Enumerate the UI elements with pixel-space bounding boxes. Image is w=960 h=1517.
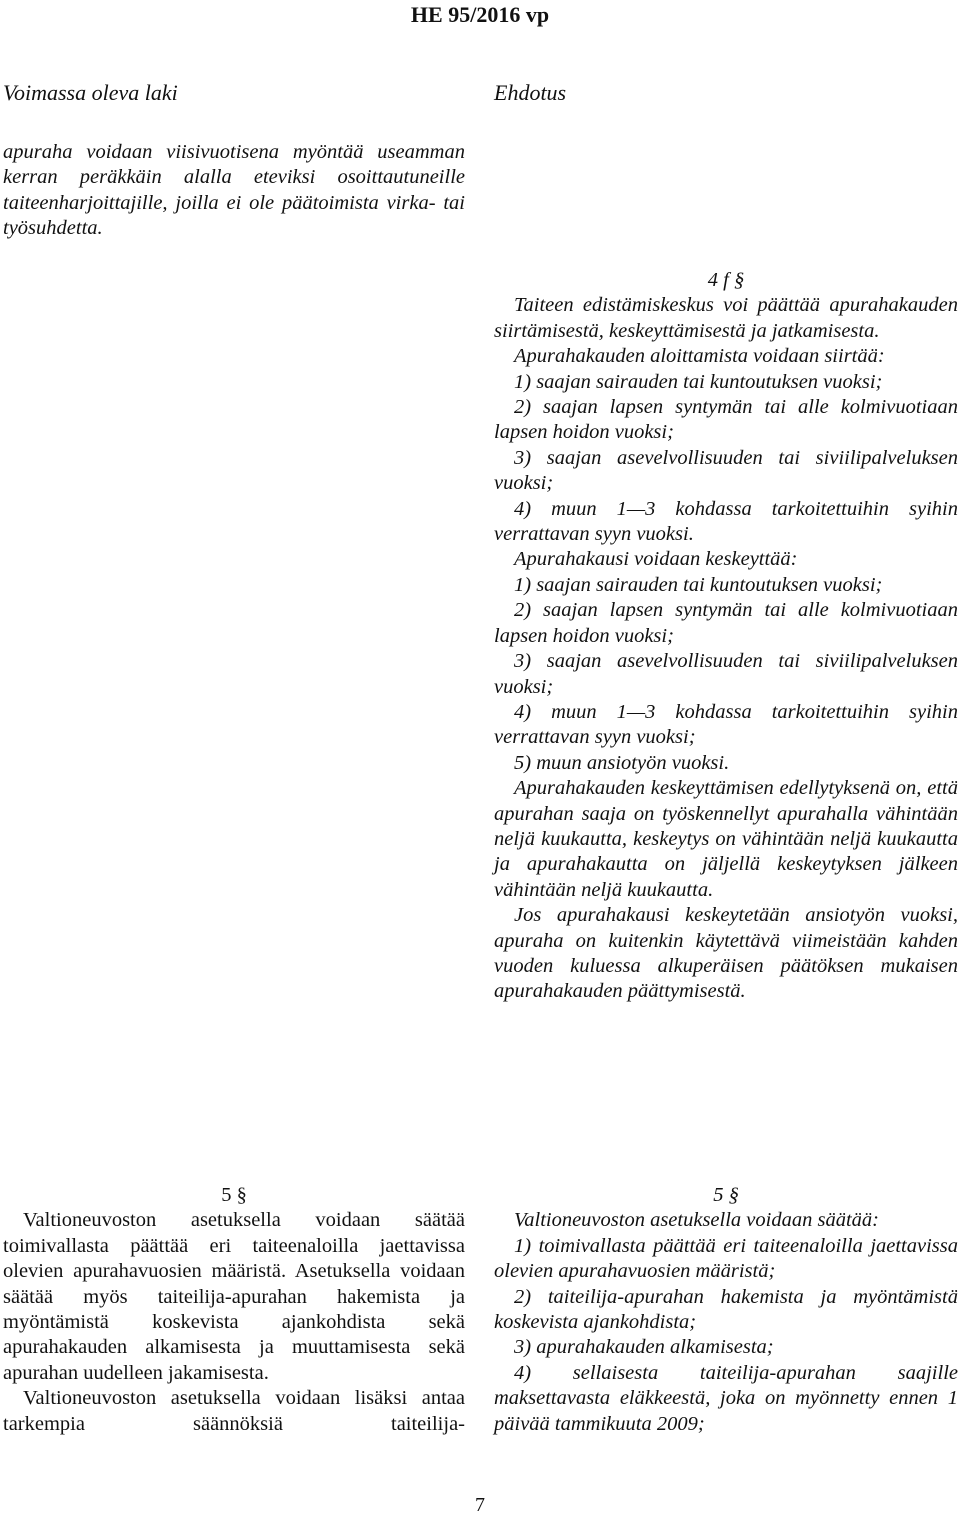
document-header: HE 95/2016 vp	[410, 2, 550, 27]
section-4f-paragraph-5: Jos apurahakausi keskeytetään ansiotyön vuoksi, apuraha on kuitenkin käytettävä viimeistään kahden vuoden kuluessa alkuperäisen päätöksen mukaisen apurahakauden päättymisestä.	[494, 904, 958, 1003]
left-intro-paragraph: apuraha voidaan viisivuotisena myöntää useamman kerran peräkkäin alalla eteviksi osoittautuneille taiteenharjoittajille, joilla ei ole päätoimista virka- tai työsuhdetta.	[3, 141, 465, 240]
section-4f-paragraph-4: Apurahakauden keskeyttämisen edellytyksenä on, että apurahan saaja on työskennellyt apurahalla vähintään neljä kuukautta, keskeytys on vähintään neljä kuukautta ja apurahakautta on jäljellä keskeytyksen jälkeen vähintään neljä kuukautta.	[494, 777, 958, 901]
left-section-5-heading: 5 §	[221, 1184, 247, 1206]
list-c-item: 3) apurahakauden alkamisesta;	[514, 1336, 774, 1359]
list-c-item: 2) taiteilija-apurahan hakemista ja myöntämistä koskevista ajankohdista;	[494, 1285, 958, 1334]
section-4f-heading: 4 f §	[707, 269, 745, 291]
list-a-item: 4) muun 1—3 kohdassa tarkoitettuihin syihin verrattavan syyn vuoksi.	[494, 497, 958, 546]
left-column-heading: Voimassa oleva laki	[3, 80, 178, 105]
list-c-item: 4) sellaisesta taiteilija-apurahan saajille maksettavasta eläkkeestä, joka on myönnetty ennen 1 päivää tammikuuta 2009;	[494, 1361, 958, 1435]
left-section-5-paragraph-1: Valtioneuvoston asetuksella voidaan säätää toimivallasta päättää eri taiteenaloilla jaettavissa olevien apurahavuosien määristä. Asetuksella voidaan säätää myös taiteilija-apurahan hakemista ja myöntämistä koskevista ajankohdista sekä apurahakauden alkamisesta ja muuttamisesta sekä apurahan uudelleen jakamisesta.	[3, 1209, 465, 1384]
section-4f-paragraph-2: Apurahakauden aloittamista voidaan siirtää:	[514, 345, 885, 368]
section-4f-paragraph-1: Taiteen edistämiskeskus voi päättää apurahakauden siirtämisestä, keskeyttämisestä ja jatkamisesta.	[494, 294, 958, 342]
right-column-heading: Ehdotus	[494, 80, 567, 105]
list-a-item: 3) saajan asevelvollisuuden tai siviilipalveluksen vuoksi;	[494, 446, 958, 495]
section-4f-paragraph-3: Apurahakausi voidaan keskeyttää:	[514, 548, 798, 571]
list-c-item: 1) toimivallasta päättää eri taiteenaloilla jaettavissa olevien apurahavuosien määristä;	[494, 1234, 958, 1283]
list-a-item: 1) saajan sairauden tai kuntoutuksen vuoksi;	[514, 370, 883, 393]
left-section-5	[3, 1183, 465, 1437]
list-b-item: 4) muun 1—3 kohdassa tarkoitettuihin syihin verrattavan syyn vuoksi;	[494, 700, 958, 749]
list-b-item: 3) saajan asevelvollisuuden tai siviilipalveluksen vuoksi;	[494, 650, 958, 698]
list-a-item: 2) saajan lapsen syntymän tai alle kolmivuotiaan lapsen hoidon vuoksi;	[494, 396, 958, 444]
list-b-item: 5) muun ansiotyön vuoksi.	[514, 751, 730, 774]
left-section-5-paragraph-2: Valtioneuvoston asetuksella voidaan lisäksi antaa tarkempia säännöksiä taiteilija-	[3, 1387, 465, 1435]
right-section-5-paragraph-1: Valtioneuvoston asetuksella voidaan säätää:	[514, 1209, 879, 1232]
page-number: 7	[475, 1494, 485, 1516]
right-section-5-heading: 5 §	[713, 1184, 739, 1206]
list-b-item: 2) saajan lapsen syntymän tai alle kolmivuotiaan lapsen hoidon vuoksi;	[494, 599, 958, 647]
left-intro-block	[3, 140, 465, 242]
list-b-item: 1) saajan sairauden tai kuntoutuksen vuoksi;	[514, 573, 883, 596]
right-section-5	[494, 1183, 958, 1437]
right-section-4f	[494, 268, 958, 1005]
